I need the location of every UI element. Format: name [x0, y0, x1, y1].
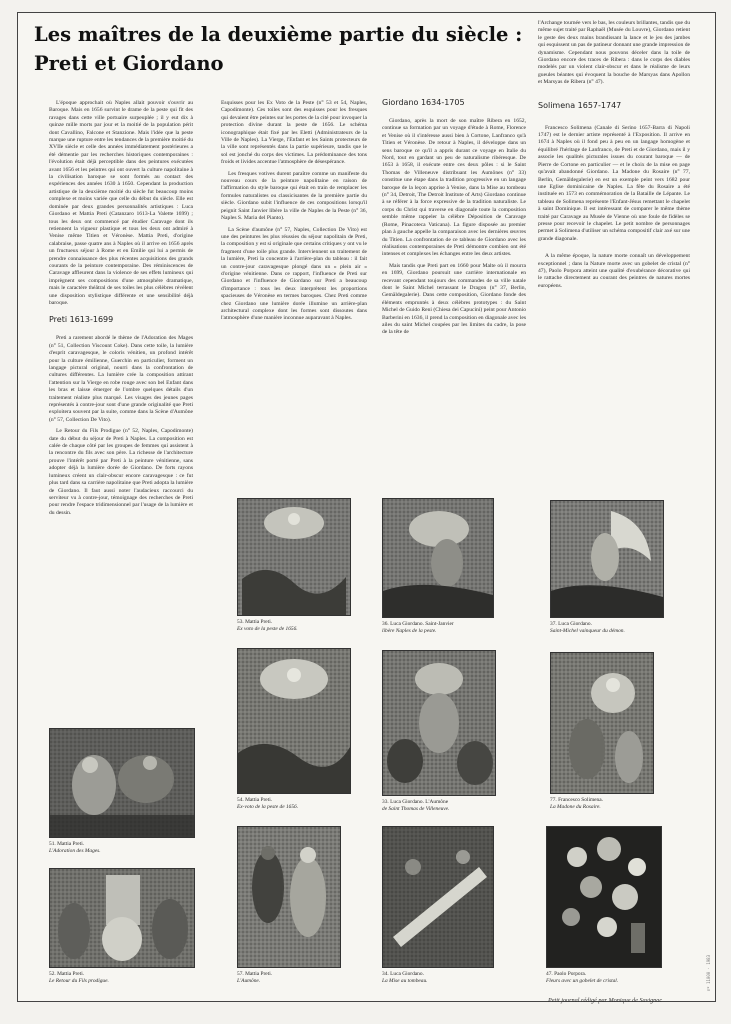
caption-54 [237, 797, 351, 810]
footer-credit: Petit journal rédigé par Monique de Savignac [548, 997, 663, 1004]
caption-title: L'Adoration des Mages. [49, 847, 101, 854]
caption-num: 34. Luca Giordano. [382, 971, 424, 977]
caption-52 [49, 971, 195, 984]
frescoes-paragraph: Les fresques votives durent paraître comme un manifeste du nouveau cours de la peinture napolitaine en raison de l'affirmation du style baroque qui était en train de remplacer les formules naturalistes ou classicisantes de la première partie du siècle. Giordano subit l'influence de ces compositions lorsqu'il peignit Saint Janvier libère la ville de Naples de la Peste (n° 36, Naples S. Maria del Pianto). [221, 170, 367, 222]
side-reference: nº 11000 · 1983 [706, 955, 711, 992]
painting-retour-fils-prodigue [49, 868, 195, 968]
heading-solimena: Solimena 1657-1747 [538, 100, 622, 110]
caption-34 [382, 971, 494, 984]
figure-37 [550, 500, 664, 634]
column-1 [49, 100, 193, 726]
painting-fleurs-gobelet [546, 826, 662, 968]
nature-morte-paragraph: A la même époque, la nature morte connaît un développement exceptionnel ; dans la Nature morte avec un gobelet de cristal (n° 47), Paolo Porpora atteint une qualité d'exubérance décorative qui le rattache directement au courant des peintres de natures mortes européens. [538, 253, 690, 289]
column-2 [221, 100, 367, 470]
painting-mise-au-tombeau [382, 826, 494, 968]
solimena-paragraph: Francesco Solimena (Canale di Serino 1657-Barra di Napoli 1747) est le dernier artiste représenté à l'Exposition. Il arrive en 1674 à Naples où il fond peu à peu en un langage homogène et équilibré l'héritage de Lanfranco, de Preti et de Giordano, mais il y associe les qualités picturales issues du courant baroque — de Pierre de Cortone en particulier — et le choix de la mise en page qu'avait abandonné Giordano. La Madone du Rosaire (n° 77, Berlin, Gemäldegalerie) en est un exemple peint vers 1682 pour une Eglise dominicaine de Naples. La fête du Rosaire a été instituée en 1573 en commémoration de la Bataille de Lépante. Le tableau de Solimena représente l'Enfant-Jésus remettant le chapelet à saint Dominique. Il est intéressant de comparer le même thème traité par Caravage au Musée de Vienne où une foule de fidèles se presse pour recevoir le chapelet. Le petit nombre de personnages permet à Solimena d'utiliser un schéma compositif clair axé sur une grande diagonale. [538, 124, 690, 242]
caption-num: 47. Paolo Porpora. [546, 971, 587, 977]
title-line-2: Preti et Giordano [34, 52, 224, 75]
figure-36 [382, 498, 494, 634]
figure-47 [546, 826, 662, 984]
caption-num: 53. Mattia Preti. [237, 619, 273, 625]
giordano-paragraph-2: Mais tandis que Preti part en 1660 pour Malte où il mourra en 1699, Giordano poursuit une carrière internationale en recevant cependant toujours des commandes de sa ville natale dont le Saint Michel terrassant le Dragon (n° 37, Berlin, Gemäldegalerie). Dans cette composition, Giordano fonde des éléments empruntés à deux célèbres prototypes : du Saint Michel de Guido Reni (Chiesa dei Capucini) peint pour Antonio Barberini en 1636, il prend la composition en diagonale avec les ailes du saint Michel coupées par les limites du cadre, la pose de la tête de [382, 262, 526, 336]
figure-57 [237, 826, 341, 984]
painting-ex-voto-53 [237, 498, 351, 616]
caption-37 [550, 621, 664, 634]
caption-title: Ex voto de la peste de 1656. [237, 625, 298, 632]
aumone-paragraph: La Scène d'aumône (n° 57, Naples, Collection De Vito) est une des peintures les plus réussies du séjour napolitain de Preti, la composition y est si originale que certains critiques y ont vu le fragment d'une toile plus grande. Interviennent un traitement de la lumière, Preti la concentre à l'arrière-plan du tableau : il fait un contre-jour caravagesque plongé dans un « plein air » d'origine vénitienne. Dans ce rapport, l'influence de Preti sur Giordano et l'influence de Giordano sur Preti a beaucoup d'importance : tous les deux interprètent les proportions spacieuses de Véronèse en termes baroques. Chez Preti comme chez Giordano une lumière dorée illumine un arrière-plan architectural complexe dont les formes sont dissoutes dans l'atmosphère d'une manière inconnue auparavant à Naples. [221, 226, 367, 322]
caption-36 [382, 621, 494, 634]
heading-giordano: Giordano 1634-1705 [382, 98, 465, 107]
caption-num: 37. Luca Giordano. [550, 621, 592, 627]
caption-title: Le Retour du Fils prodigue. [49, 977, 109, 984]
caption-title: Fleurs avec un gobelet de cristal. [546, 977, 619, 984]
caption-title: La Madone du Rosaire. [550, 803, 601, 810]
preti-paragraph-1: Preti a rarement abordé le thème de l'Adoration des Mages (n° 51, Collection Viscount Coke). Dans cette toile, la lumière d'esprit caravagesque, le coloris vénitien, un profond intérêt pour la culture émilienne, Guerchin en particulier, forment un langage pictural original, nourri dans la confrontation de cultures différentes. La lumière crée la composition attirant l'attention sur la Vierge en robe rouge avec son bel Enfant dans les bras et laisse émerger de l'ombre quelques détails d'un traitement réaliste plus marqué. Les visages des jeunes pages représentés à contre-jour sont d'une grande originalité que Preti exploitera souvent par la suite, comme dans la Scène d'Aumône (n° 57, Collection De Vito). [49, 335, 193, 423]
column-4 [538, 20, 690, 470]
caption-57 [237, 971, 341, 984]
painting-madone-du-rosaire [550, 652, 654, 794]
caption-num: 36. Luca Giordano. Saint-Janvier [382, 621, 454, 627]
caption-num: 54. Mattia Preti. [237, 797, 273, 803]
painting-saint-janvier [382, 498, 494, 618]
caption-51 [49, 841, 195, 854]
caption-title: de Saint Thomas de Villeneuve. [382, 805, 450, 812]
figure-51 [49, 728, 195, 854]
caption-title: La Mise au tombeau. [382, 977, 428, 984]
painting-aumone [237, 826, 341, 968]
preti-paragraph-2: Le Retour du Fils Prodigue (n° 52, Naples, Capodimonte) date du début du séjour de Preti à Naples. La composition est calée de chaque côté par les groupes de femmes qui assistent à la rencontre du fils avec son père. La richesse de l'architecture prouve l'intérêt porté par Preti à la peinture vénitienne, sans adopter déjà la lumière dorée de Giordano. De forts rayons lumineux créent un clair-obscur encore caravagesque : ce fut plus tard dans sa carrière napolitaine que Preti adopta la lumière de Giordano. Il faut aussi noter l'audacieux raccourci du serviteur vu à contre-jour, témoignage des recherches de Preti pour rendre l'espace tridimensionnel par l'usage de la lumière et du dessin. [49, 428, 193, 516]
caption-title: Ex-voto de la peste de 1656. [237, 803, 299, 810]
figure-77 [550, 652, 654, 810]
intro-paragraph: L'époque approchait où Naples allait pouvoir s'ouvrir au Baroque. Mais en 1656 survint le drame de la peste qui fit des ravages dans cette ville portuaire surpeuplée ; il y eut dix à quinze mille morts par jour et la moitié de la population périt dont Cavallino, Falcone et Stanzione. Mais l'idée que la peste marque une rupture entre les tendances de la première moitié du XVIIe siècle et celle des années immédiatement postérieures a été démentie par les recherches historiques contemporaines : l'évolution était déjà perceptible dans des peintures exécutées avant 1656 et les peintres qui ont ouvert la culture napolitaine à la civilisation baroque se sont formés au contact des expériences des années 1630 à 1650. Cependant la production artistique de la deuxième moitié du siècle fut beaucoup moins complexe et moins variée que celle du début du siècle. Elle est dominée par deux grandes personnalités artistiques : Luca Giordano et Mattia Preti (Catanzaro 1613-La Valette 1699) ; tous les deux ont commencé par étudier Caravage dont ils retiennent la vigueur plastique et tous les deux ont admiré à Venise même Titien et Véronèse. Mattia Preti, d'origine calabraise, passe quatre ans à Naples où il arrive en 1656 après un fructueux séjour à Rome et en Emilie qui lui a permis de prendre connaissance des plus récentes acquisitions des grands courants de la peinture contemporaine. Des réminiscences de Caravage affleurent dans la violence de ses effets lumineux qui imprègnent ses compositions d'une atmosphère dramatique, mais le caractère théâtral de ses toiles les plus célèbres révèlent une disposition stylistique différente et une sensibilité déjà baroque. [49, 100, 193, 306]
figure-53 [237, 498, 351, 632]
painting-aumone-saint-thomas [382, 650, 496, 796]
caption-title: L'Aumône. [237, 977, 261, 984]
caption-33 [382, 799, 496, 812]
caption-53 [237, 619, 351, 632]
caption-num: 51. Mattia Preti. [49, 841, 85, 847]
title-line-1: Les maîtres de la deuxième partie du siècle : [34, 23, 523, 46]
caption-title: Saint-Michel vainqueur du démon. [550, 627, 625, 634]
heading-preti: Preti 1613-1699 [49, 315, 114, 325]
caption-num: 77. Francesco Solimena. [550, 797, 603, 803]
caption-num: 33. Luca Giordano. L'Aumône [382, 799, 449, 805]
painting-ex-voto-54 [237, 648, 351, 794]
caption-title: libère Naples de la peste. [382, 627, 437, 634]
page-title [34, 20, 544, 78]
caption-num: 52. Mattia Preti. [49, 971, 85, 977]
figure-52 [49, 868, 195, 984]
caption-47 [546, 971, 662, 984]
archange-paragraph: l'Archange tournée vers le bas, les couleurs brillantes, tandis que du même sujet traité par Raphaël (Musée du Louvre), Giordano retient le geste des deux mains brandissant la lance et le jeu des jambes qui esquissent un pas de patineur donnant une grande impression de dynamisme. Cependant nous pouvons déceler dans la toile de Giordano encore des traces de Ribera : dans le corps des diables modelés par un violent clair-obscur et dans le réalisme de leurs gueules béantes qui évoquent la bouche de Marsyas dans Apollon et Marsyas de Ribera (n° 47). [538, 20, 690, 86]
figure-33 [382, 650, 496, 812]
figure-34 [382, 826, 494, 984]
giordano-paragraph-1: Giordano, après la mort de son maître Ribera en 1652, continue sa formation par un voyage d'étude à Rome, Florence et Venise où il s'intéresse aussi bien à Cortone, Lanfranco qu'à Titien et Véronèse. De retour à Naples, il développe dans un sens baroque ce qu'il a appris durant ce voyage en Italie du Nord, tout en gardant un peu de naturalisme ribéresque. De 1653 à 1658, il exécute entre ces deux pôles : si le Saint Thomas de Villeneuve distribuant les Aumônes (n° 33) constitue une étape dans la tradition progressive en un langage baroque de la leçon apprise à Venise, dans la Mise au tombeau (n° 34, Detroit, The Detroit Institute of Arts) Giordano continue à se référer à la force expressive de la tradition naturaliste. Le corps du Christ qui traverse en diagonale toute la composition semble même rappeler la célèbre Déposition de Caravage (Rome, Pinacoteca Vaticana). La figure disposée au premier plan à gauche appelle la comparaison avec les dernières œuvres du Titien. La confrontation de ce tableau de Giordano avec les réalisations contemporaines de Preti démontre combien ont été intenses et complexes les échanges entre les deux artistes. [382, 118, 526, 258]
caption-77 [550, 797, 654, 810]
caption-num: 57. Mattia Preti. [237, 971, 273, 977]
column-3 [382, 98, 526, 470]
painting-saint-michel [550, 500, 664, 618]
figure-54 [237, 648, 351, 810]
exvoto-paragraph: Esquisses pour les Ex Voto de la Peste (n° 53 et 54, Naples, Capodimonte). Ces toiles sont des esquisses pour les fresques qui devaient être peintes sur les portes de la cité pour invoquer la protection divine durant la peste de 1656. Le schéma iconographique était fixé par les Eletti (Administrateurs de la Ville de Naples). La Vierge, l'Enfant et les Saints protecteurs de la ville sont représentés dans la partie supérieure, tandis que le sol est jonché du corps des victimes. La prédominance des tons froids et livides accentue l'atmosphère de désespérance. [221, 100, 367, 166]
painting-adoration-des-mages [49, 728, 195, 838]
